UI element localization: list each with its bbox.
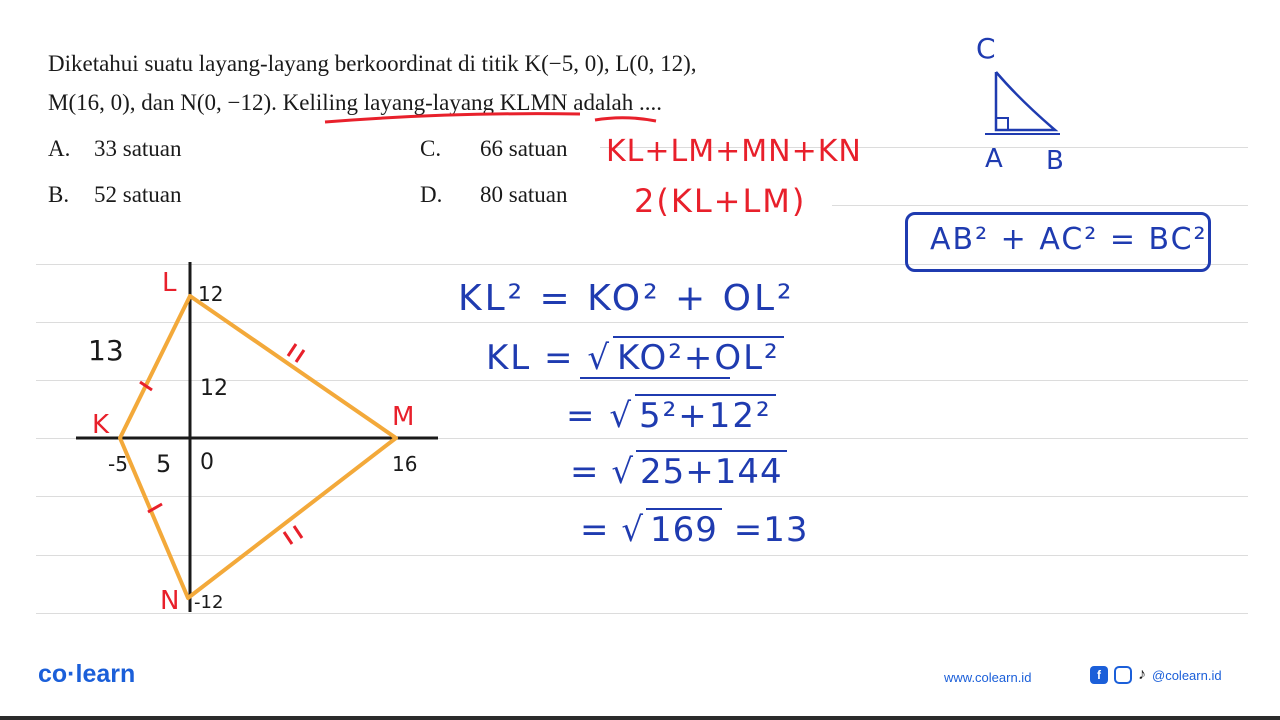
option-letter: A. [48, 136, 71, 161]
option-letter: B. [48, 182, 70, 207]
axis-value-5: 5 [156, 450, 172, 478]
step-4 [570, 450, 787, 492]
triangle-sketch [996, 72, 1055, 130]
triangle-label-a: A [985, 144, 1003, 174]
step-4-root: 25+144 [636, 450, 787, 492]
step-4-prefix: = [570, 452, 600, 492]
step-3-root: 5²+12² [635, 394, 776, 436]
social-handle[interactable]: @colearn.id [1152, 667, 1222, 683]
tiktok-icon[interactable]: ♪ [1138, 666, 1146, 683]
question-line-2: M(16, 0), dan N(0, −12). Keliling layang-layang KLMN adalah .... [48, 90, 663, 115]
axis-value-12-top: 12 [198, 282, 224, 306]
axis-value-12-mid: 12 [200, 376, 228, 401]
vertex-label-l: L [162, 268, 177, 298]
pythagoras-rule: AB² + AC² = BC² [930, 222, 1208, 257]
option-text: 52 satuan [94, 182, 182, 207]
axis-value-neg12: -12 [194, 592, 224, 613]
question-line-1: Diketahui suatu layang-layang berkoordinat di titik K(−5, 0), L(0, 12), [48, 51, 697, 76]
facebook-icon[interactable]: f [1090, 666, 1108, 684]
option-text: 33 satuan [94, 136, 182, 161]
axis-value-neg5: -5 [108, 452, 128, 476]
sqrt-sign: √ [609, 396, 633, 436]
tick-mark-lm [288, 344, 296, 356]
vertex-label-m: M [392, 402, 415, 432]
step-2-root: KO²+OL² [613, 336, 784, 378]
sqrt-sign: √ [621, 510, 644, 550]
step-5-prefix: = [580, 510, 610, 550]
vertex-label-k: K [92, 410, 110, 440]
axis-value-0: 0 [200, 450, 214, 475]
step-1: KL² = KO² + OL² [458, 278, 795, 319]
step-5-result: =13 [733, 510, 809, 550]
social-links [1090, 666, 1222, 684]
option-text: 66 satuan [480, 136, 568, 161]
tick-mark-mn [284, 532, 292, 544]
underline-stroke [325, 114, 580, 122]
option-text: 80 satuan [480, 182, 568, 207]
triangle-label-c: C [976, 32, 996, 65]
axis-value-16: 16 [392, 452, 418, 476]
colearn-logo: co·learn [38, 660, 136, 688]
bottom-bar [0, 716, 1280, 720]
triangle-label-b: B [1046, 146, 1064, 176]
side-length-13: 13 [88, 334, 124, 367]
step-5 [580, 508, 808, 550]
step-2-lhs: KL = [486, 338, 575, 378]
vertex-label-n: N [160, 586, 180, 616]
underline-stroke [595, 118, 656, 121]
sqrt-sign: √ [587, 338, 612, 378]
step-2 [486, 336, 784, 378]
instagram-icon[interactable] [1114, 666, 1132, 684]
step-3 [566, 394, 776, 436]
note-perimeter-double: 2(KL+LM) [634, 182, 807, 220]
kite-klmn [120, 296, 396, 598]
option-letter: D. [420, 182, 443, 207]
step-5-root: 169 [646, 508, 722, 550]
right-angle-mark [996, 118, 1008, 130]
step-3-prefix: = [566, 396, 597, 436]
footer-url[interactable]: www.colearn.id [944, 670, 1032, 685]
tick-mark-lm [296, 350, 304, 362]
option-letter: C. [420, 136, 442, 161]
note-perimeter-sum: KL+LM+MN+KN [606, 134, 862, 169]
tick-mark-mn [294, 526, 302, 538]
sqrt-sign: √ [611, 452, 634, 492]
